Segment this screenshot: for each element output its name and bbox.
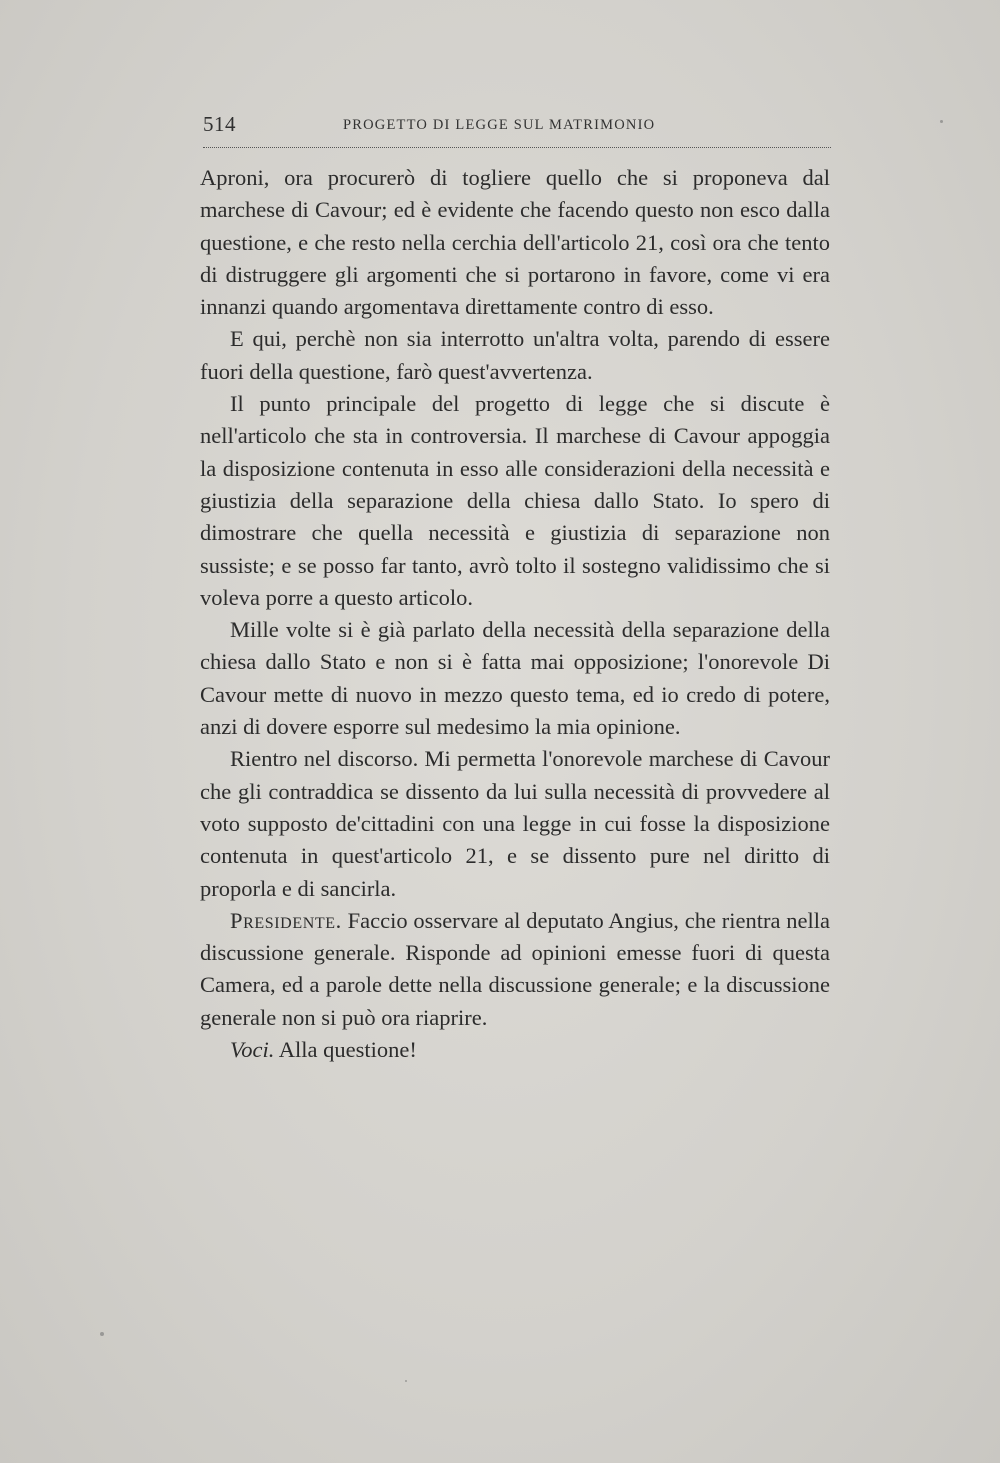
paragraph-5: Rientro nel discorso. Mi permetta l'onorevole marchese di Cavour che gli contraddica se dissento da lui sulla necessità di provvedere al voto supposto de'cittadini con una legge in cui fosse la disposizione contenuta in quest'articolo 21, e se dissento pure nel diritto di proporla e di sancirla. bbox=[200, 746, 830, 901]
paper-speck bbox=[405, 1380, 407, 1382]
paragraph-3: Il punto principale del progetto di legge che si discute è nell'articolo che sta in controversia. Il marchese di Cavour appoggia la disposizione contenuta in esso alle considerazioni della necessità e giustizia della separazione della chiesa dallo Stato. Io spero di dimostrare che quella necessità e giustizia di separazione non sussiste; e se posso far tanto, avrò tolto il sostegno validissimo che si voleva porre a questo articolo. bbox=[200, 391, 830, 610]
paragraph-2: E qui, perchè non sia interrotto un'altra volta, parendo di essere fuori della questione, farò quest'avvertenza. bbox=[200, 326, 830, 384]
paragraph-4: Mille volte si è già parlato della necessità della separazione della chiesa dallo Stato e non si è fatta mai opposizione; l'onorevole Di Cavour mette di nuovo in mezzo questo tema, ed io credo di potere, anzi di dovere esporre sul medesimo la mia opinione. bbox=[200, 617, 830, 740]
page-number: 514 bbox=[203, 112, 236, 136]
speaker-presidente: Presidente. bbox=[230, 907, 342, 933]
paragraph-6-text: Faccio osservare al deputato Angius, che rientra nella discussione generale. Risponde ad opinioni emesse fuori di questa Camera, ed a parole dette nella discussione generale; e la discussione generale non si può ora riaprire. bbox=[200, 907, 830, 1030]
paper-speck bbox=[100, 1332, 104, 1336]
body-text bbox=[200, 162, 830, 1066]
paragraph-7-text: Alla questione! bbox=[274, 1037, 417, 1063]
paragraph-6 bbox=[200, 905, 830, 1034]
paragraph-1: Aproni, ora procurerò di togliere quello che si proponeva dal marchese di Cavour; ed è evidente che facendo questo non esco dalla questione, e che resto nella cerchia dell'articolo 21, così ora che tento di distruggere gli argomenti che si portarono in favore, come vi era innanzi quando argomentava direttamente contro di esso. bbox=[200, 165, 830, 320]
paper-speck bbox=[940, 120, 943, 123]
running-head: PROGETTO DI LEGGE SUL MATRIMONIO bbox=[343, 117, 656, 133]
header-rule bbox=[203, 147, 831, 148]
paragraph-7 bbox=[200, 1034, 830, 1066]
speaker-voci: Voci. bbox=[230, 1037, 275, 1063]
page-header bbox=[203, 112, 831, 144]
